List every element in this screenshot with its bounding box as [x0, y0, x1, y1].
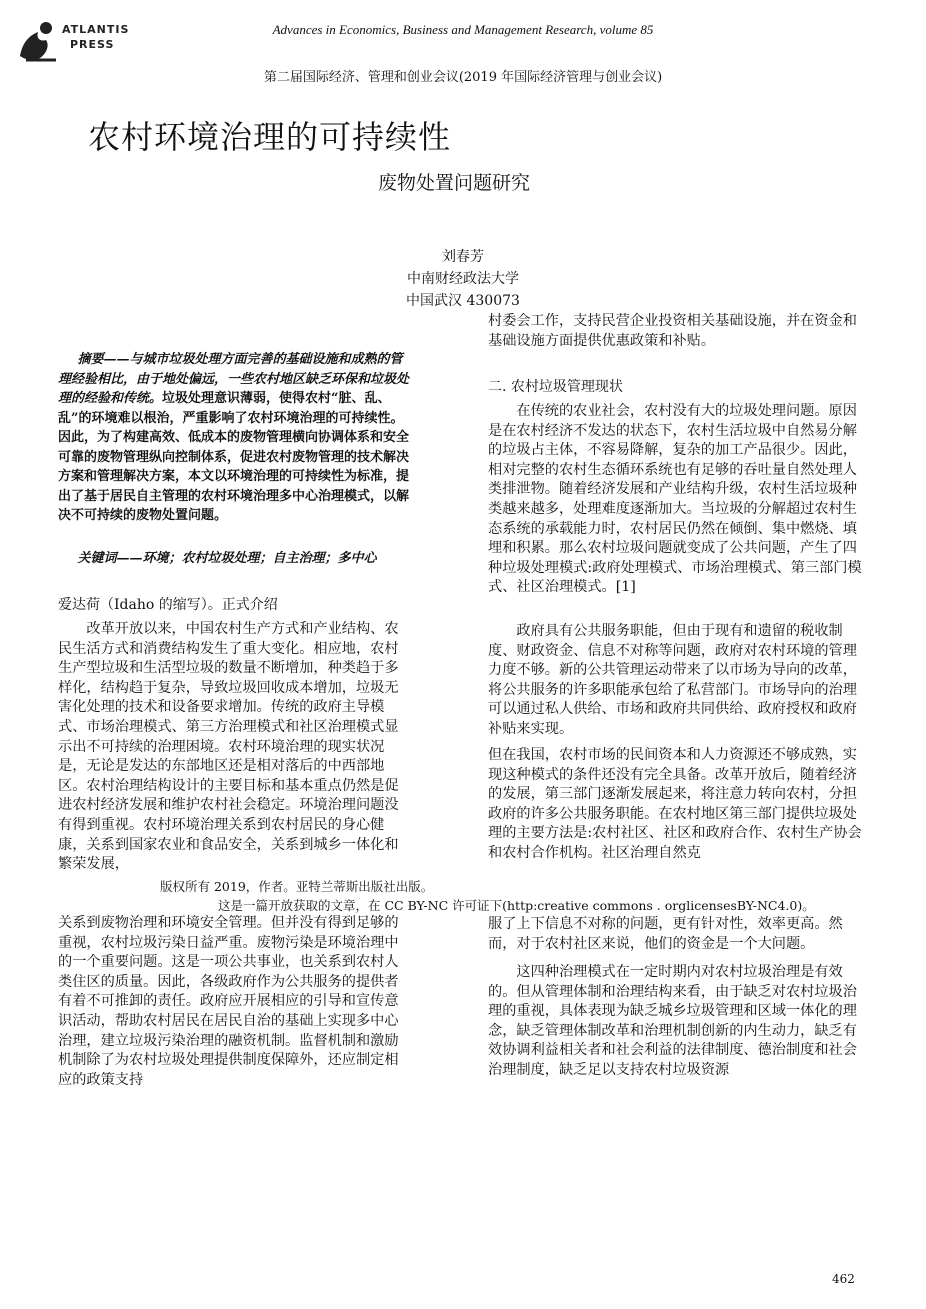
paper-subtitle: 废物处置问题研究 [378, 172, 531, 194]
section-heading-introduction: 爱达荷（Idaho 的缩写）。正式介绍 [58, 597, 278, 613]
right-para3 [488, 746, 870, 868]
paragraph: 改革开放以来，中国农村生产方式和产业结构、农民生活方式和消费结构发生了重大变化。相应地，农村生产型垃圾和生活型垃圾的数量不断增加，种类趋于多样化，结构趋于复杂，导致垃圾回收成本增加，垃圾无害化处理的技术和设备要求增加。传统的政府主导模式、市场治理模式、第三方治理模式和社区治理模式显示出不可持续的治理困境。农村环境治理的现实状况是，无论是发达的东部地区还是相对落后的中西部地区。农村治理结构设计的主要目标和基本重点仍然是促进农村经济发展和维护农村社会稳定。环境治理问题没有得到重视。农村环境治理关系到农村居民的身心健康，关系到国家农业和食品安全，关系到城乡一体化和繁荣发展， [58, 621, 399, 873]
left-column-bottom [58, 914, 410, 1094]
abstract-label: 摘要—— [77, 352, 130, 367]
author-name: 刘春芳 [442, 249, 484, 265]
right-para1 [488, 402, 870, 602]
right-para4 [488, 915, 870, 958]
abstract-text: 垃圾处理意识薄弱，使得农村“脏、乱、乱”的环境难以根治，严重影响了农村环境治理的可持续性。因此，为了构建高效、低成本的废物管理横向协调体系和安全可靠的废物管理纵向控制体系，促进农村废物管理的技术解决方案和管理解决方案，本文以环境治理的可持续性为标准，提出了基于居民自主管理的农村环境治理多中心治理模式，以解决不可持续的废物处置问题。 [58, 391, 410, 523]
section-heading-rural-waste: 二. 农村垃圾管理现状 [488, 379, 623, 395]
keywords: 关键词——环境；农村垃圾处理；自主治理；多中心 [77, 551, 377, 566]
paragraph: 在传统的农业社会，农村没有大的垃圾处理问题。原因是在农村经济不发达的状态下，农村生活垃圾中自然易分解的垃圾占主体，不容易降解，复杂的加工产品很少。因此，相对完整的农村生态循环系统也有足够的吞吐量自然处理人类排泄物。随着经济发展和产业结构升级，农村生活垃圾种类越来越多，处理难度逐渐加大。当垃圾的分解超过农村生态系统的承载能力时，农村居民仍然在倾倒、集中燃烧、填埋和积累。那么农村垃圾问题就变成了公共问题，产生了四种垃圾处理模式:政府处理模式、市场治理模式、第三部门模式、社区治理模式。[1] [488, 403, 862, 596]
paper-title: 农村环境治理的可持续性 [88, 118, 452, 156]
paragraph: 这四种治理模式在一定时期内对农村垃圾治理是有效的。但从管理体制和治理结构来看，由于缺乏对农村垃圾治理的重视，具体表现为缺乏城乡垃圾管理和区域一体化的理念，缺乏管理体制改革和治理机制创新的内生动力，缺乏有效协调利益相关者和社会利益的法律制度、德治制度和社会治理制度，缺乏足以支持农村垃圾资源 [488, 964, 857, 1078]
paragraph: 但在我国，农村市场的民间资本和人力资源还不够成熟，实现这种模式的条件还没有完全具备。改革开放后，随着经济的发展，第三部门逐渐发展起来，将注意力转向农村，分担政府的许多公共服务职能。在农村地区第三部门提供垃圾处理的主要方法是:农村社区、社区和政府合作、农村生产协会和农村合作机构。社区治理自然克 [488, 747, 862, 861]
right-para2 [488, 622, 870, 744]
left-column-top [58, 620, 410, 879]
author-affiliation: 中南财经政法大学 [407, 271, 519, 287]
abstract [58, 350, 410, 526]
paragraph: 政府具有公共服务职能，但由于现有和遗留的税收制度、财政资金、信息不对称等问题，政府对农村环境的管理力度不够。新的公共管理运动带来了以市场为导向的改革，将公共服务的许多职能承包给了私营部门。市场导向的治理可以通过私人供给、市场和政府共同供给、政府授权和政府补贴来实现。 [488, 623, 857, 737]
license-notice: 这是一篇开放获取的文章，在 CC BY-NC 许可证下(http:creative commons . orglicensesBY-NC4.0)。 [218, 898, 815, 913]
conference-header: 第二届国际经济、管理和创业会议(2019 年国际经济管理与创业会议) [263, 70, 663, 85]
author-location: 中国武汉 430073 [406, 293, 520, 309]
right-para5 [488, 963, 870, 1085]
publisher-line1: ATLANTIS [62, 23, 130, 36]
right-column-continuation [488, 312, 870, 355]
paragraph: 服了上下信息不对称的问题，更有针对性，效率更高。然而，对于农村社区来说，他们的资金是一个大问题。 [488, 916, 843, 952]
paragraph: 村委会工作，支持民营企业投资相关基础设施，并在资金和基础设施方面提供优惠政策和补贴。 [488, 313, 857, 349]
abstract-italic: 与城市垃圾处理方面完善的基础设施和成熟的管理经验相比，由于地处偏远，一些农村地区缺乏环保和垃圾处理的经验和传统。 [58, 352, 410, 406]
publisher-line2: PRESS [70, 38, 115, 51]
journal-header: Advances in Economics, Business and Management Research, volume 85 [272, 22, 654, 37]
paragraph: 关系到废物治理和环境安全管理。但并没有得到足够的重视，农村垃圾污染日益严重。废物污染是环境治理中的一个重要问题。这是一项公共事业，也关系到农村人类住区的质量。因此，各级政府作为公共服务的提供者有着不可推卸的责任。政府应开展相应的引导和宣传意识活动，帮助农村居民在居民自治的基础上实现多中心治理，建立垃圾污染治理的融资机制。监督机制和激励机制除了为农村垃圾处理提供制度保障外，还应制定相应的政策支持 [58, 915, 399, 1088]
copyright-notice: 版权所有 2019，作者。亚特兰蒂斯出版社出版。 [160, 879, 434, 894]
page-number: 462 [832, 1272, 855, 1286]
